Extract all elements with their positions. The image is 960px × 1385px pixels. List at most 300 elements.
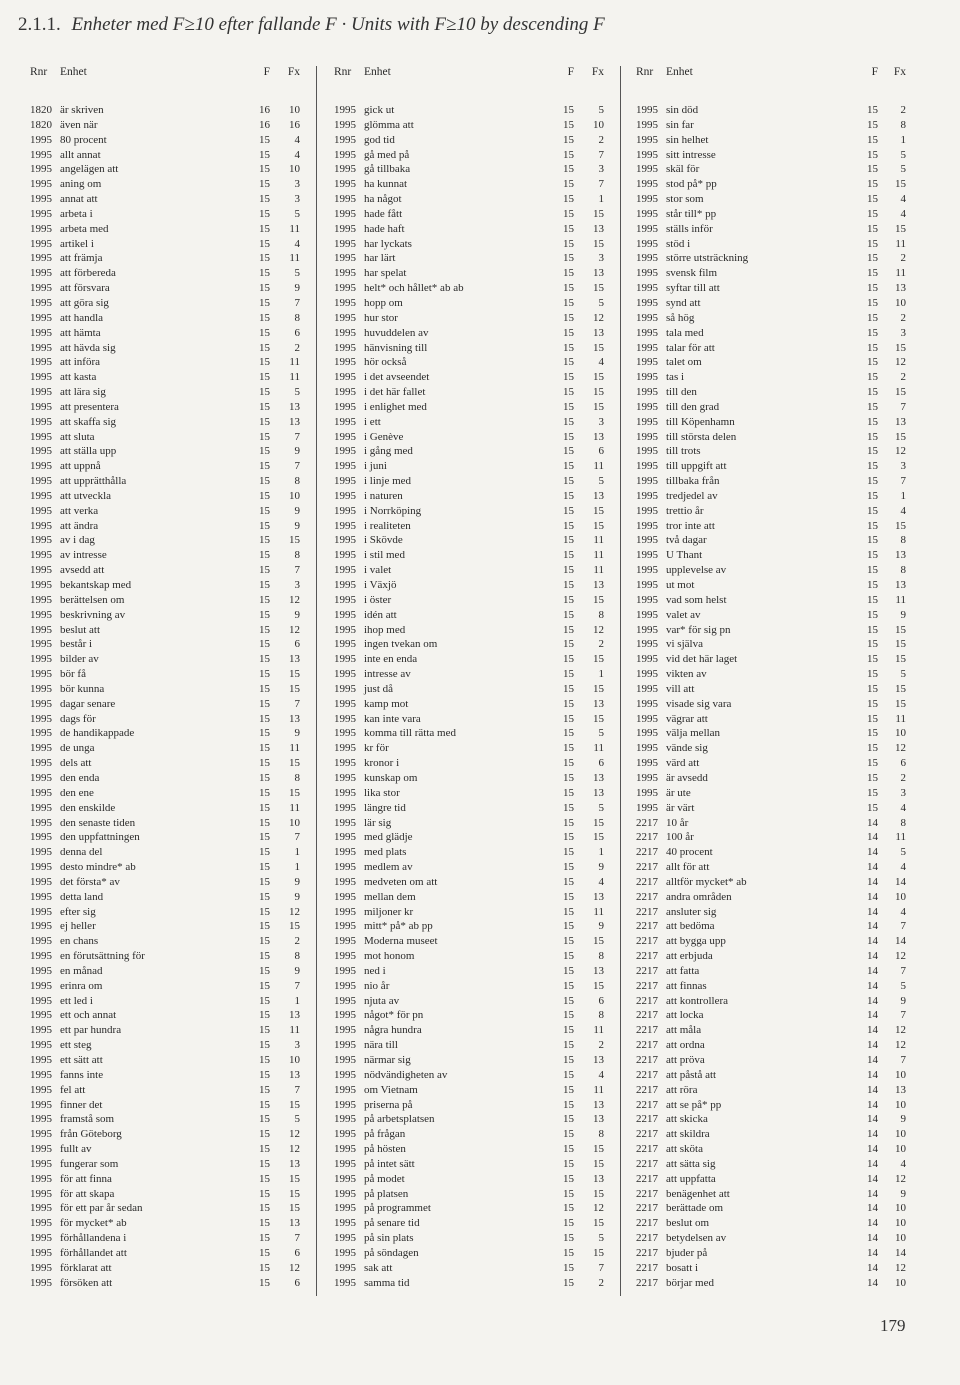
cell-unit: glömma att [364,118,414,131]
cell-f: 15 [563,861,574,874]
cell-fx: 15 [593,341,604,354]
cell-f: 14 [867,979,878,992]
cell-f: 15 [563,1187,574,1200]
cell-f: 15 [259,905,270,918]
cell-fx: 15 [593,979,604,992]
cell-unit: ut mot [666,579,695,591]
cell-f: 15 [563,905,574,918]
cell-rnr: 1995 [636,415,658,428]
cell-rnr: 1995 [334,1054,356,1066]
cell-fx: 3 [900,326,906,339]
cell-unit: är skriven [60,104,104,116]
cell-unit: den enda [60,771,100,784]
cell-fx: 11 [289,1024,300,1037]
cell-f: 15 [563,178,574,191]
cell-rnr: 1995 [30,356,52,369]
cell-fx: 15 [895,519,906,532]
cell-unit: detta land [60,890,104,903]
cell-unit: i juni [364,460,387,473]
cell-unit: det första* av [60,875,120,888]
cell-fx: 5 [900,846,906,859]
cell-f: 15 [259,608,270,621]
cell-rnr: 1995 [334,118,356,131]
cell-rnr: 1995 [30,801,52,814]
cell-unit: för att skapa [60,1187,115,1200]
cell-unit: den enskilde [60,801,116,814]
cell-fx: 4 [900,504,906,517]
cell-unit: miljoner kr [364,905,414,918]
cell-rnr: 1995 [30,282,52,295]
cell-rnr: 1995 [30,786,52,799]
cell-rnr: 1995 [30,237,52,250]
cell-rnr: 1995 [30,564,52,577]
cell-rnr: 1995 [30,608,52,621]
cell-f: 15 [259,712,270,725]
cell-f: 15 [867,549,878,562]
cell-f: 15 [259,757,270,770]
cell-fx: 4 [598,356,604,369]
cell-rnr: 1995 [30,178,52,191]
cell-fx: 15 [289,1098,300,1111]
cell-unit: ha kunnat [364,178,408,191]
cell-rnr: 1995 [30,593,52,606]
cell-f: 15 [563,1039,574,1052]
cell-rnr: 1995 [30,979,52,992]
cell-unit: hade fått [364,207,403,220]
cell-fx: 5 [294,1113,300,1126]
cell-rnr: 2217 [636,861,658,874]
cell-f: 15 [259,682,270,695]
cell-f: 15 [867,207,878,220]
cell-fx: 8 [294,311,300,324]
cell-fx: 13 [593,1113,604,1126]
cell-rnr: 1995 [334,712,356,725]
cell-unit: finner det [60,1098,103,1111]
cell-unit: i det här fallet [364,386,426,399]
cell-fx: 15 [895,341,906,354]
cell-fx: 15 [895,430,906,443]
cell-rnr: 1995 [636,608,658,621]
cell-f: 15 [259,1113,270,1126]
cell-rnr: 1995 [334,742,356,755]
cell-rnr: 1995 [30,415,52,428]
cell-unit: aning om [60,178,102,191]
cell-rnr: 1995 [30,504,52,517]
cell-f: 15 [867,386,878,399]
cell-f: 15 [563,193,574,206]
cell-f: 15 [867,430,878,443]
cell-fx: 5 [900,148,906,161]
cell-unit: sin far [666,118,694,131]
cell-unit: två dagar [666,534,707,547]
cell-f: 15 [867,786,878,799]
cell-rnr: 2217 [636,1128,658,1141]
cell-fx: 9 [294,282,300,295]
cell-unit: ihop med [364,623,406,636]
cell-f: 14 [867,920,878,933]
cell-unit: för mycket* ab [60,1217,127,1230]
cell-rnr: 1995 [334,1068,356,1081]
cell-fx: 13 [593,964,604,977]
cell-fx: 8 [598,950,604,963]
cell-unit: att bygga upp [666,935,726,948]
cell-rnr: 1995 [30,905,52,918]
cell-rnr: 1995 [30,133,52,146]
cell-f: 15 [867,415,878,428]
cell-f: 15 [563,786,574,799]
cell-unit: talet om [666,356,702,369]
cell-rnr: 1995 [334,653,356,666]
cell-f: 15 [259,371,270,384]
cell-rnr: 1995 [30,682,52,695]
cell-unit: fullt av [60,1143,92,1156]
page-title [18,14,605,36]
cell-f: 15 [563,712,574,725]
cell-rnr: 2217 [636,935,658,948]
cell-unit: är avsedd [666,771,708,784]
cell-f: 15 [867,341,878,354]
cell-f: 15 [259,311,270,324]
cell-f: 15 [563,534,574,547]
cell-f: 15 [259,935,270,948]
cell-unit: framstå som [60,1113,115,1126]
cell-fx: 7 [598,178,604,191]
cell-f: 14 [867,1113,878,1126]
cell-f: 14 [867,861,878,874]
cell-fx: 15 [593,207,604,220]
cell-f: 15 [563,1113,574,1126]
cell-rnr: 1995 [30,267,52,280]
cell-rnr: 1995 [334,386,356,399]
cell-rnr: 1995 [334,267,356,280]
cell-unit: till Köpenhamn [666,415,735,428]
cell-unit: längre tid [364,801,406,814]
cell-f: 15 [563,445,574,458]
cell-unit: är ute [666,786,691,799]
cell-fx: 8 [294,771,300,784]
cell-f: 15 [867,697,878,710]
cell-fx: 10 [289,104,300,116]
cell-f: 15 [259,831,270,844]
cell-fx: 6 [294,638,300,651]
cell-fx: 2 [900,771,906,784]
cell-fx: 15 [289,1187,300,1200]
cell-f: 15 [867,623,878,636]
cell-unit: nio år [364,979,390,992]
cell-fx: 5 [900,979,906,992]
cell-rnr: 1995 [636,193,658,206]
cell-rnr: 1995 [30,296,52,309]
cell-f: 15 [563,682,574,695]
cell-fx: 2 [598,638,604,651]
cell-fx: 15 [289,920,300,933]
cell-fx: 11 [593,460,604,473]
cell-f: 15 [259,356,270,369]
cell-unit: att försvara [60,282,110,295]
cell-rnr: 1995 [334,623,356,636]
cell-fx: 2 [598,133,604,146]
cell-f: 15 [563,623,574,636]
cell-fx: 9 [294,445,300,458]
cell-unit: bör kunna [60,682,105,695]
cell-rnr: 2217 [636,905,658,918]
cell-rnr: 1995 [30,1128,52,1141]
cell-fx: 7 [294,697,300,710]
cell-rnr: 2217 [636,1202,658,1215]
cell-rnr: 1995 [30,1009,52,1022]
cell-rnr: 1995 [30,668,52,681]
cell-rnr: 1995 [334,771,356,784]
cell-rnr: 1995 [30,1039,52,1052]
cell-rnr: 1995 [30,1024,52,1037]
cell-f: 15 [867,564,878,577]
cell-fx: 9 [598,920,604,933]
cell-fx: 15 [593,282,604,295]
cell-unit: mellan dem [364,890,416,903]
cell-unit: vid det här laget [666,653,738,666]
cell-rnr: 1995 [636,104,658,116]
cell-fx: 10 [895,296,906,309]
cell-fx: 3 [598,415,604,428]
header-fx: Fx [287,66,300,78]
cell-rnr: 1995 [636,237,658,250]
cell-unit: svensk film [666,267,718,280]
cell-rnr: 1995 [636,712,658,725]
cell-f: 15 [867,282,878,295]
cell-unit: att hävda sig [60,341,116,354]
cell-f: 15 [259,697,270,710]
cell-f: 14 [867,1172,878,1185]
cell-unit: att se på* pp [666,1098,722,1111]
cell-rnr: 1995 [334,1157,356,1170]
cell-rnr: 1995 [636,252,658,265]
cell-fx: 13 [289,400,300,413]
cell-fx: 10 [895,1143,906,1156]
cell-unit: bosatt i [666,1261,699,1274]
cell-rnr: 2217 [636,1276,658,1289]
cell-rnr: 1995 [30,964,52,977]
cell-unit: i valet [364,564,392,577]
cell-unit: på söndagen [364,1246,419,1259]
cell-rnr: 2217 [636,831,658,844]
cell-fx: 5 [294,267,300,280]
cell-fx: 2 [294,935,300,948]
cell-fx: 15 [593,1157,604,1170]
cell-f: 15 [867,356,878,369]
cell-rnr: 1995 [30,1217,52,1230]
cell-rnr: 1995 [334,1172,356,1185]
cell-unit: de unga [60,742,95,755]
cell-fx: 7 [900,964,906,977]
cell-unit: vände sig [666,742,708,755]
cell-rnr: 1995 [30,890,52,903]
cell-f: 15 [563,460,574,473]
cell-rnr: 1995 [636,282,658,295]
cell-f: 15 [563,593,574,606]
cell-rnr: 1995 [334,445,356,458]
cell-f: 16 [259,118,270,131]
cell-rnr: 2217 [636,994,658,1007]
cell-unit: benägenhet att [666,1187,730,1200]
cell-rnr: 2217 [636,1083,658,1096]
cell-rnr: 1995 [334,593,356,606]
cell-rnr: 1995 [30,579,52,591]
cell-unit: sin död [666,104,699,116]
cell-fx: 2 [900,371,906,384]
cell-unit: vad som helst [666,593,727,606]
cell-f: 15 [563,875,574,888]
cell-fx: 8 [598,608,604,621]
cell-unit: i öster [364,593,392,606]
cell-unit: dels att [60,757,92,770]
cell-rnr: 1995 [334,475,356,488]
cell-unit: idén att [364,608,397,621]
cell-fx: 3 [294,1039,300,1052]
header-unit: Enhet [60,66,87,78]
cell-unit: upplevelse av [666,564,727,577]
cell-unit: att handla [60,311,104,324]
cell-fx: 3 [598,252,604,265]
cell-unit: vägrar att [666,712,708,725]
cell-rnr: 2217 [636,1054,658,1066]
header-rnr: Rnr [334,66,352,78]
cell-fx: 3 [294,193,300,206]
cell-unit: 10 år [666,816,689,829]
cell-f: 15 [259,207,270,220]
cell-rnr: 1995 [334,1202,356,1215]
cell-f: 14 [867,1157,878,1170]
cell-unit: av intresse [60,549,107,562]
cell-unit: lär sig [364,816,392,829]
cell-fx: 11 [895,237,906,250]
cell-unit: en chans [60,935,99,948]
cell-fx: 8 [294,549,300,562]
cell-fx: 15 [289,1202,300,1215]
cell-rnr: 1995 [636,460,658,473]
cell-unit: i linje med [364,475,412,488]
cell-unit: hade haft [364,222,405,235]
cell-rnr: 1995 [334,1098,356,1111]
cell-fx: 4 [900,1157,906,1170]
cell-rnr: 1995 [30,489,52,502]
cell-rnr: 1995 [334,1187,356,1200]
cell-fx: 1 [294,861,300,874]
cell-fx: 11 [593,905,604,918]
cell-unit: att sätta sig [666,1157,716,1170]
cell-f: 14 [867,1143,878,1156]
cell-fx: 15 [593,1187,604,1200]
cell-unit: börjar med [666,1276,714,1289]
cell-rnr: 1995 [334,1039,356,1052]
cell-fx: 15 [289,534,300,547]
cell-unit: fel att [60,1083,86,1096]
cell-unit: att pröva [666,1054,705,1066]
cell-fx: 15 [593,682,604,695]
cell-unit: i ett [364,415,381,428]
cell-rnr: 1995 [30,712,52,725]
cell-unit: stor som [666,193,704,206]
cell-f: 15 [259,653,270,666]
cell-f: 15 [867,400,878,413]
cell-f: 15 [563,846,574,859]
cell-fx: 15 [895,697,906,710]
cell-fx: 8 [900,534,906,547]
cell-f: 15 [259,400,270,413]
cell-f: 15 [259,1157,270,1170]
header-fx: Fx [591,66,604,78]
cell-unit: på hösten [364,1143,406,1156]
cell-f: 15 [867,801,878,814]
cell-unit: arbeta med [60,222,109,235]
cell-rnr: 1995 [636,579,658,591]
cell-f: 15 [867,326,878,339]
cell-f: 15 [259,519,270,532]
cell-f: 15 [867,682,878,695]
cell-rnr: 1995 [334,489,356,502]
cell-fx: 15 [895,682,906,695]
cell-f: 15 [563,386,574,399]
cell-f: 15 [867,727,878,740]
cell-fx: 9 [900,1113,906,1126]
cell-f: 15 [563,742,574,755]
cell-rnr: 1995 [334,1217,356,1230]
cell-f: 15 [563,222,574,235]
cell-rnr: 1995 [334,579,356,591]
cell-f: 15 [563,950,574,963]
cell-f: 15 [259,875,270,888]
cell-rnr: 1995 [334,935,356,948]
cell-f: 14 [867,1261,878,1274]
cell-f: 15 [563,1098,574,1111]
cell-unit: att kasta [60,371,97,384]
cell-fx: 15 [593,519,604,532]
cell-unit: att upprätthålla [60,475,127,488]
cell-fx: 16 [289,118,300,131]
cell-rnr: 1995 [334,252,356,265]
cell-unit: nödvändigheten av [364,1068,448,1081]
cell-f: 14 [867,816,878,829]
cell-fx: 10 [895,1232,906,1245]
cell-fx: 5 [598,727,604,740]
cell-fx: 13 [289,1157,300,1170]
cell-fx: 11 [895,831,906,844]
cell-fx: 15 [593,653,604,666]
cell-f: 15 [867,653,878,666]
cell-f: 15 [867,608,878,621]
cell-f: 15 [259,222,270,235]
cell-rnr: 1995 [636,207,658,220]
cell-f: 15 [563,653,574,666]
cell-fx: 15 [289,682,300,695]
cell-f: 15 [259,1217,270,1230]
cell-rnr: 1820 [30,104,52,116]
cell-rnr: 1995 [334,282,356,295]
cell-rnr: 1995 [636,519,658,532]
cell-unit: kamp mot [364,697,409,710]
cell-fx: 15 [895,623,906,636]
cell-f: 15 [259,861,270,874]
cell-f: 15 [867,489,878,502]
cell-fx: 9 [900,994,906,1007]
cell-rnr: 1995 [334,415,356,428]
cell-rnr: 1995 [30,1157,52,1170]
cell-f: 15 [259,133,270,146]
cell-fx: 6 [598,445,604,458]
cell-f: 15 [867,163,878,176]
cell-unit: tredjedel av [666,489,718,502]
cell-fx: 5 [294,207,300,220]
cell-f: 15 [259,430,270,443]
